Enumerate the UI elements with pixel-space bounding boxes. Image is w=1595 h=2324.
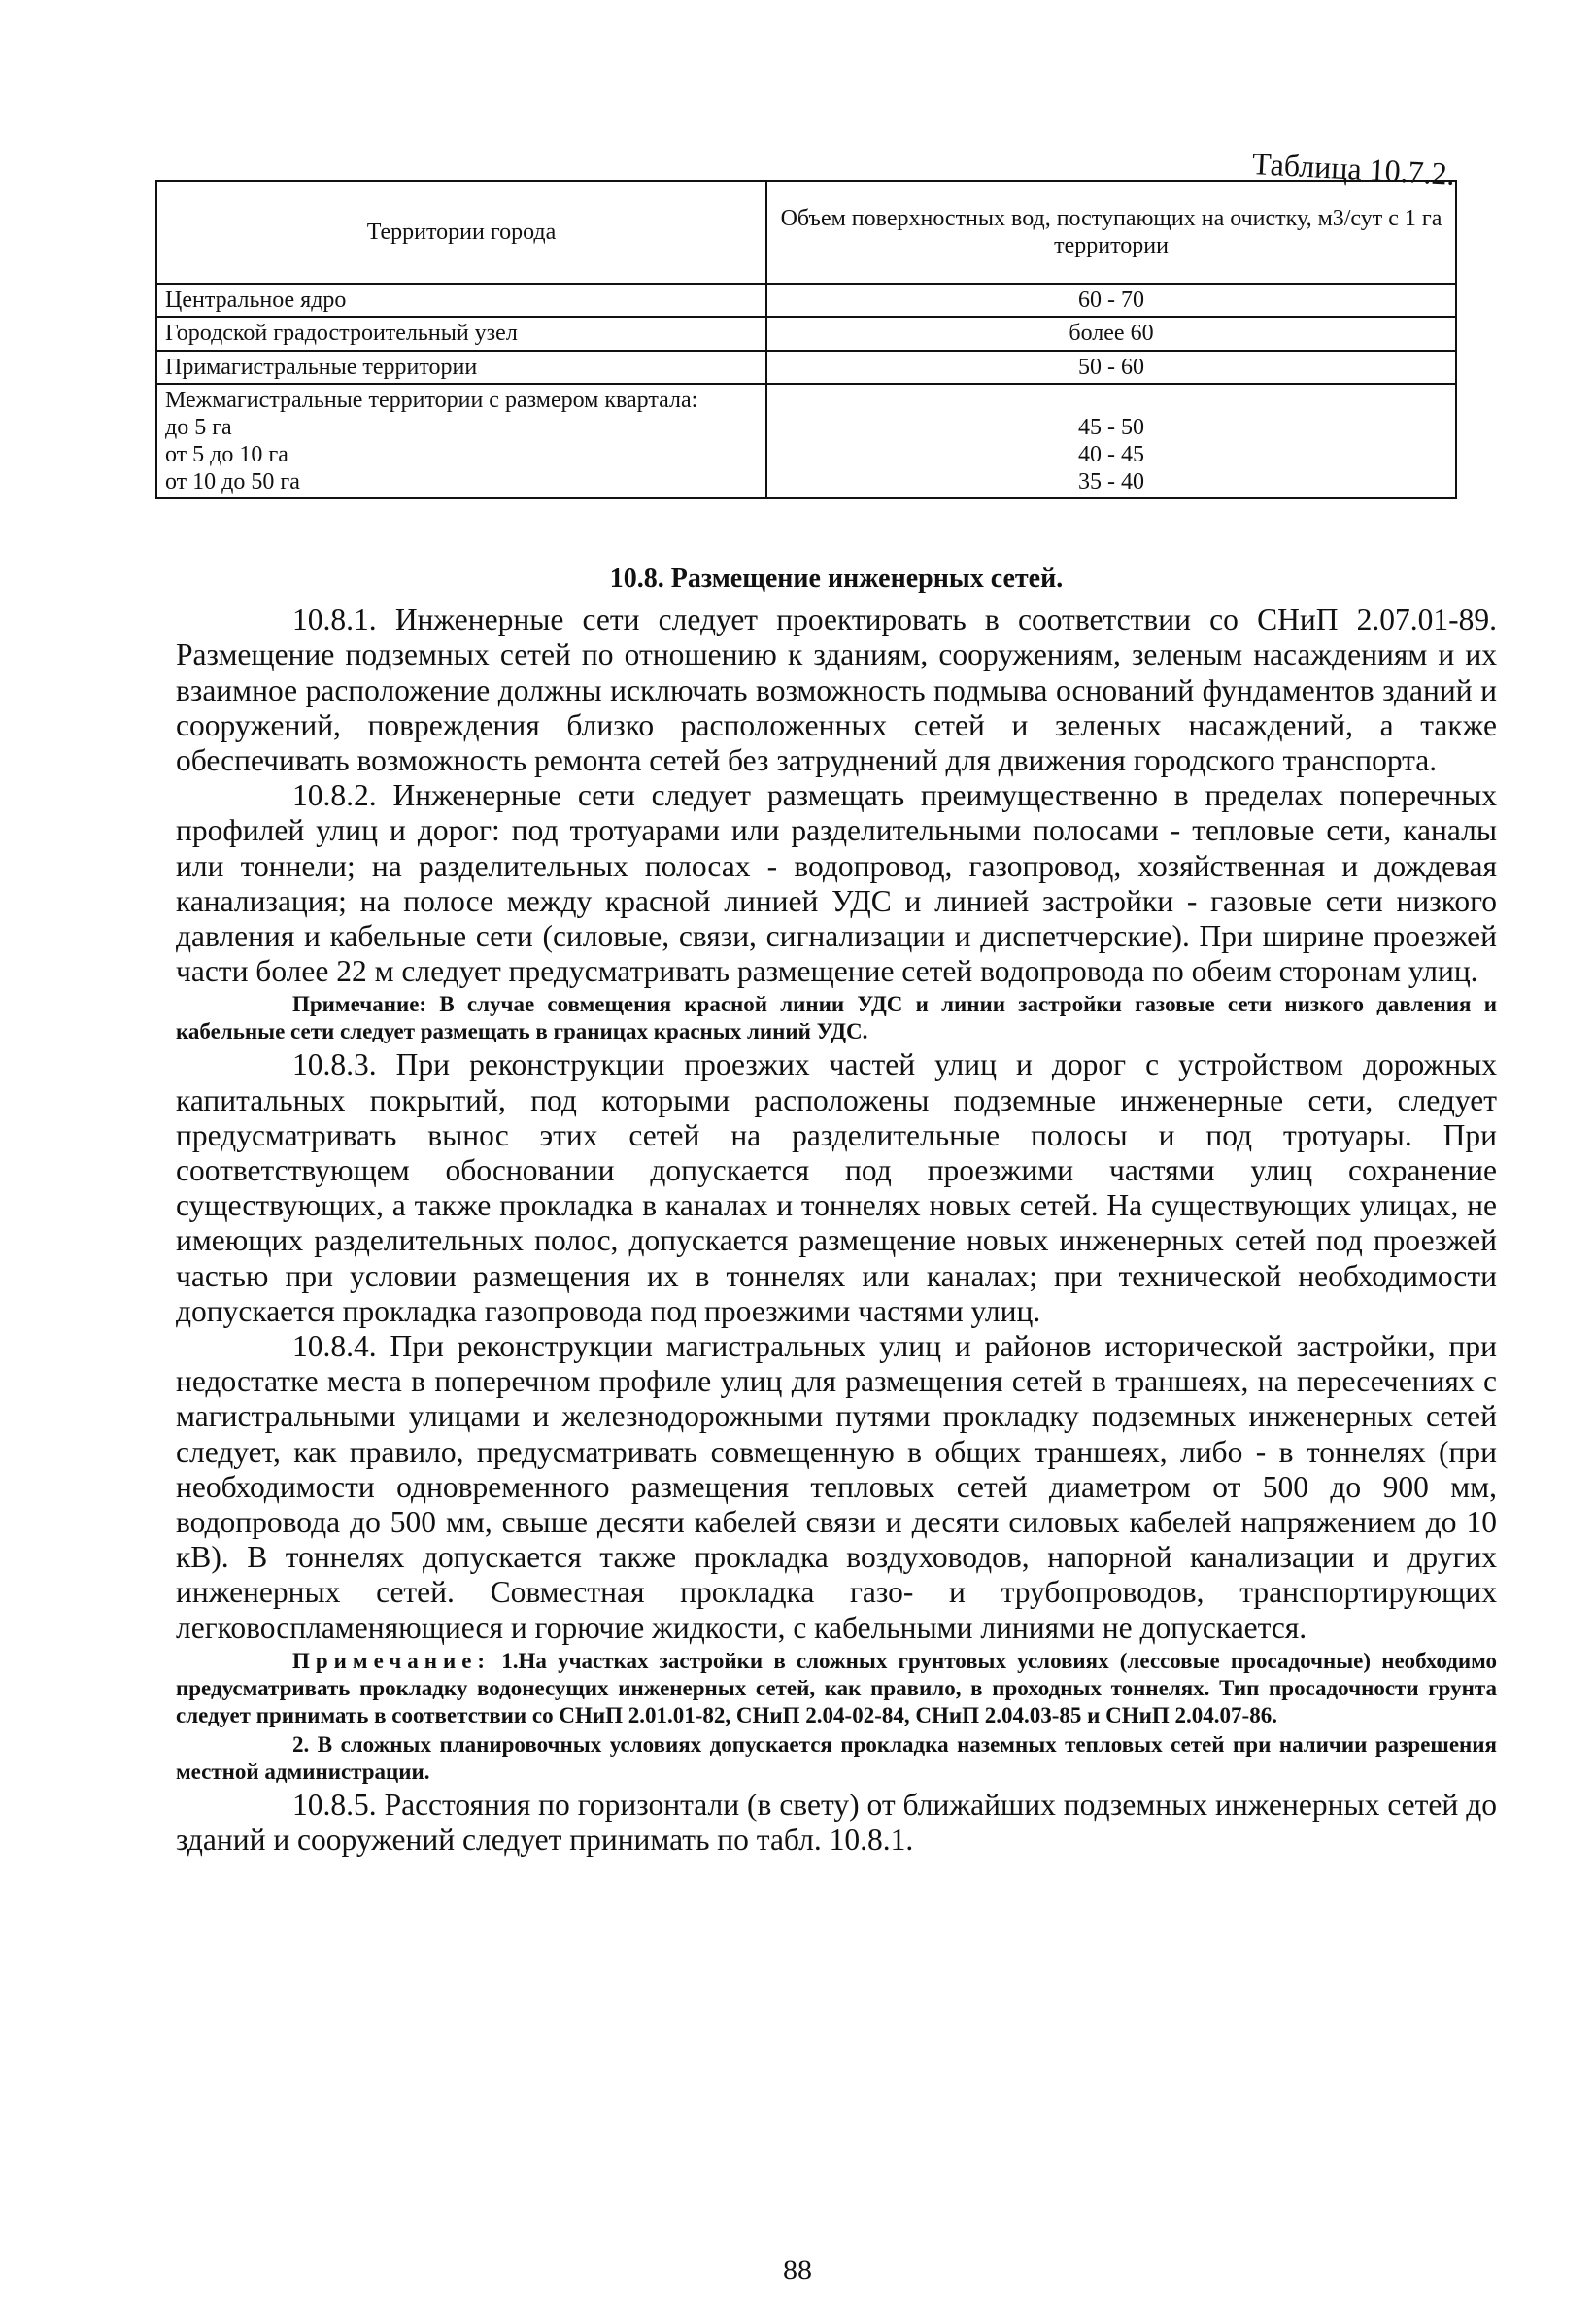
page-number: 88 (783, 2254, 812, 2286)
table-cell-value: 60 - 70 (766, 284, 1456, 317)
table-cell-sublabel: до 5 га (165, 415, 232, 441)
table-header-territory: Территории города (156, 181, 766, 284)
table-row (156, 284, 1456, 317)
section-text (176, 562, 1497, 1858)
table-cell-value-group (766, 384, 1456, 498)
note-paragraph: Примечание: В случае совмещения красной линии УДС и линии застройки газовые сети низкого давления и кабельные сети следует размещать в границах красных линий УДС. (176, 992, 1497, 1044)
paragraph-10-8-4: 10.8.4. При реконструкции магистральных улиц и районов исторической застройки, при недостатке места в поперечном профиле улиц для размещения сетей в траншеях, на пересечениях с магистральными улицами и железнодорожными путями прокладку подземных инженерных сетей следует, как правило, предусматривать совмещенную в общих траншеях, либо - в тоннелях (при необходимости одновременного размещения тепловых сетей диаметром от 500 до 900 мм, водопровода до 500 мм, свыше десяти кабелей связи и десяти силовых кабелей напряжением до 10 кВ). В тоннелях допускается также прокладка воздуховодов, напорной канализации и других инженерных сетей. Совместная прокладка газо- и трубопроводов, транспортирующих легковоспламеняющиеся и горючие жидкости, с кабельными линиями не допускается. (176, 1329, 1497, 1645)
table-header-volume: Объем поверхностных вод, поступающих на очистку, м3/сут с 1 га территории (766, 181, 1456, 284)
table-caption: Таблица 10.7.2. (1251, 146, 1456, 191)
table-cell-value: 35 - 40 (1078, 469, 1144, 496)
table-cell-territory: Городской градостроительный узел (156, 317, 766, 350)
table-cell-intro: Межмагистральные территории с размером квартала: (165, 387, 698, 413)
table-cell-value: 45 - 50 (1078, 415, 1144, 441)
table-header-row (156, 181, 1456, 284)
section-heading: 10.8. Размещение инженерных сетей. (609, 564, 1064, 594)
table-row (156, 317, 1456, 350)
table-cell-territory-group (156, 384, 766, 498)
paragraph-10-8-2: 10.8.2. Инженерные сети следует размещать преимущественно в пределах поперечных профилей улиц и дорог: под тротуарами или разделительными полосами - тепловые сети, каналы или тоннели; на разделительных полосах - водопровод, газопровод, хозяйственная и дождевая канализация; на полосе между красной линией УДС и линией застройки - газовые сети низкого давления и кабельные сети (силовые, связи, сигнализации и диспетчерские). При ширине проезжей части более 22 м следует предусматривать размещение сетей водопровода по обеим сторонам улиц. (176, 778, 1497, 989)
table-cell-territory: Центральное ядро (156, 284, 766, 317)
note-label: Примечание: (292, 1648, 492, 1673)
table-cell-sublabel: от 5 до 10 га (165, 442, 288, 468)
paragraph-10-8-3: 10.8.3. При реконструкции проезжих частей улиц и дорог с устройством дорожных капитальных покрытий, под которыми расположены подземные инженерные сети, следует предусматривать вынос этих сетей на разделительные полосы и под тротуары. При соответствующем обосновании допускается под проезжими частями улиц сохранение существующих, а также прокладка в каналах и тоннелях новых сетей. На существующих улицах, не имеющих разделительных полос, допускается размещение новых инженерных сетей под проезжей частью при условии размещения их в тоннелях или каналах; при технической необходимости допускается прокладка газопровода под проезжими частями улиц. (176, 1047, 1497, 1328)
runoff-table (155, 180, 1457, 499)
table-cell-territory: Примагистральные территории (156, 351, 766, 384)
table-cell-value: 40 - 45 (1078, 442, 1144, 468)
table-row (156, 384, 1456, 498)
table-row (156, 351, 1456, 384)
note-paragraph (176, 1648, 1497, 1729)
paragraph-10-8-5: 10.8.5. Расстояния по горизонтали (в свету) от ближайших подземных инженерных сетей до зданий и сооружений следует принимать по табл. 10.8.1. (176, 1787, 1497, 1858)
note-paragraph: 2. В сложных планировочных условиях допускается прокладка наземных тепловых сетей при наличии разрешения местной администрации. (176, 1731, 1497, 1784)
table-cell-value: более 60 (766, 317, 1456, 350)
note-text: 1.На участках застройки в сложных грунтовых условиях (лессовые просадочные) необходимо предусматривать прокладку водонесущих инженерных сетей, как правило, в проходных тоннелях. Тип просадочности грунта следует принимать в соответствии со СНиП 2.01.01-82, СНиП 2.04-02-84, СНиП 2.04.03-85 и СНиП 2.04.07-86. (176, 1648, 1498, 1727)
table-cell-sublabel: от 10 до 50 га (165, 469, 300, 496)
paragraph-10-8-1: 10.8.1. Инженерные сети следует проектировать в соответствии со СНиП 2.07.01-89. Размещение подземных сетей по отношению к зданиям, сооружениям, зеленым насаждениям и их взаимное расположение должны исключать возможность подмыва оснований фундаментов зданий и сооружений, повреждения близко расположенных сетей и зеленых насаждений, а также обеспечивать возможность ремонта сетей без затруднений для движения городского транспорта. (176, 602, 1497, 778)
table-cell-value: 50 - 60 (766, 351, 1456, 384)
